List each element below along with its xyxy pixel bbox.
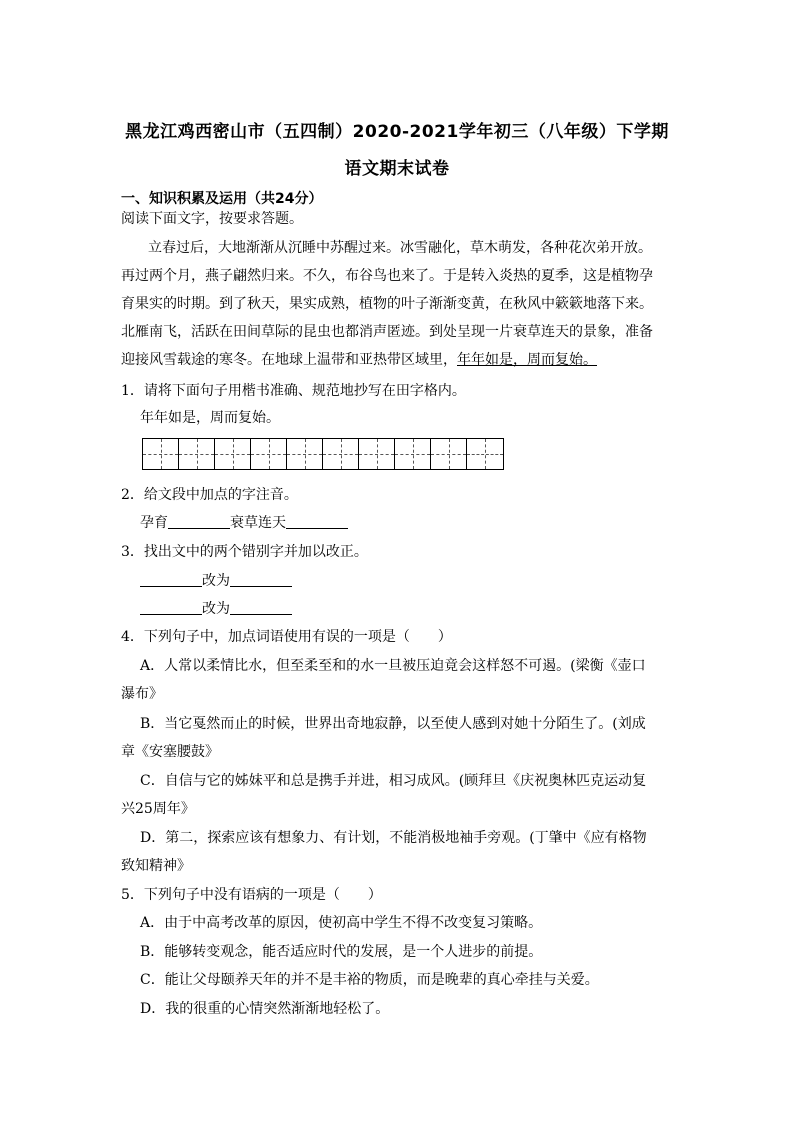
passage-line: 立春过后，大地渐渐从沉睡中苏醒过来。冰雪融化，草木萌发，各种花次弟开放。: [148, 240, 652, 256]
question-2-answers: [140, 512, 348, 532]
answer-blank[interactable]: [230, 572, 292, 587]
answer-blank[interactable]: [230, 600, 292, 615]
question-4-stem: 4．下列句子中，加点词语使用有误的一项是（ ）: [121, 629, 452, 645]
grid-cell[interactable]: [143, 439, 179, 469]
question-1-stem: 1．请将下面句子用楷书准确、规范地抄写在田字格内。: [121, 383, 466, 399]
question-5-option-d: D．我的很重的心情突然渐渐地轻松了。: [140, 1001, 390, 1017]
passage-line: 再过两个月，燕子翩然归来。不久，布谷鸟也来了。于是转入炎热的夏季，这是植物孕: [121, 268, 653, 284]
grid-cell[interactable]: [215, 439, 251, 469]
grid-cell[interactable]: [179, 439, 215, 469]
section-instruction: 阅读下面文字，按要求答题。: [121, 211, 303, 227]
passage-text: 迎接风雪载途的寒冬。在地球上温带和亚热带区域里，: [121, 352, 457, 368]
question-4-option-b-cont: 章《安塞腰鼓》: [121, 744, 219, 760]
question-4-option-c-cont: 兴25周年》: [121, 801, 195, 817]
answer-blank[interactable]: [140, 572, 202, 587]
underlined-sentence: 年年如是，周而复始。: [457, 352, 597, 368]
answer-blank[interactable]: [168, 514, 230, 529]
passage-line-last: [121, 349, 597, 369]
question-4-option-c: C．自信与它的姊妹平和总是携手并进，相习成风。(顾拜旦《庆祝奥林匹克运动复: [140, 773, 647, 789]
question-5-option-c: C．能让父母颐养天年的并不是丰裕的物质，而是晚辈的真心牵挂与关爱。: [140, 972, 599, 988]
change-label: 改为: [202, 601, 230, 617]
pinyin-word-2: 衰草连天: [230, 515, 286, 531]
question-5-stem: 5．下列句子中没有语病的一项是（ ）: [121, 887, 382, 903]
question-3-row: [140, 598, 292, 618]
grid-cell[interactable]: [359, 439, 395, 469]
question-4-option-d: D．第二，探索应该有想象力、有计划，不能消极地袖手旁观。(丁肇中《应有格物: [140, 830, 647, 846]
question-5-option-a: A．由于中高考改革的原因，使初高中学生不得不改变复习策略。: [140, 915, 543, 931]
passage-line: 北雁南飞，活跃在田间草际的昆虫也都消声匿迹。到处呈现一片衰草连天的景象，准备: [121, 324, 653, 340]
question-3-row: [140, 570, 292, 590]
grid-cell[interactable]: [467, 439, 503, 469]
answer-blank[interactable]: [140, 600, 202, 615]
change-label: 改为: [202, 573, 230, 589]
question-1-sentence: 年年如是，周而复始。: [140, 410, 280, 426]
exam-title-line2: 语文期末试卷: [344, 159, 450, 179]
exam-title-line1: 黑龙江鸡西密山市（五四制）2020-2021学年初三（八年级）下学期: [125, 122, 669, 142]
question-4-option-d-cont: 致知精神》: [121, 858, 191, 874]
question-2-stem: 2．给文段中加点的字注音。: [121, 487, 298, 503]
section-heading: 一、知识积累及运用（共24分）: [121, 191, 323, 207]
grid-cell[interactable]: [251, 439, 287, 469]
question-5-option-b: B．能够转变观念，能否适应时代的发展，是一个人进步的前提。: [140, 944, 543, 960]
passage-line: 育果实的时期。到了秋天，果实成熟，植物的叶子渐渐变黄，在秋风中簌簌地落下来。: [121, 296, 653, 312]
answer-blank[interactable]: [286, 514, 348, 529]
grid-cell[interactable]: [431, 439, 467, 469]
question-3-stem: 3．找出文中的两个错别字并加以改正。: [121, 544, 368, 560]
question-4-option-a-cont: 瀑布》: [121, 686, 163, 702]
grid-cell[interactable]: [287, 439, 323, 469]
tianzige-grid[interactable]: [142, 438, 504, 470]
grid-cell[interactable]: [323, 439, 359, 469]
pinyin-word-1: 孕育: [140, 515, 168, 531]
grid-cell[interactable]: [395, 439, 431, 469]
question-4-option-b: B．当它戛然而止的时候，世界出奇地寂静，以至使人感到对她十分陌生了。(刘成: [140, 716, 646, 732]
question-4-option-a: A．人常以柔情比水，但至柔至和的水一旦被压迫竟会这样怒不可遏。(梁衡《壶口: [140, 658, 646, 674]
